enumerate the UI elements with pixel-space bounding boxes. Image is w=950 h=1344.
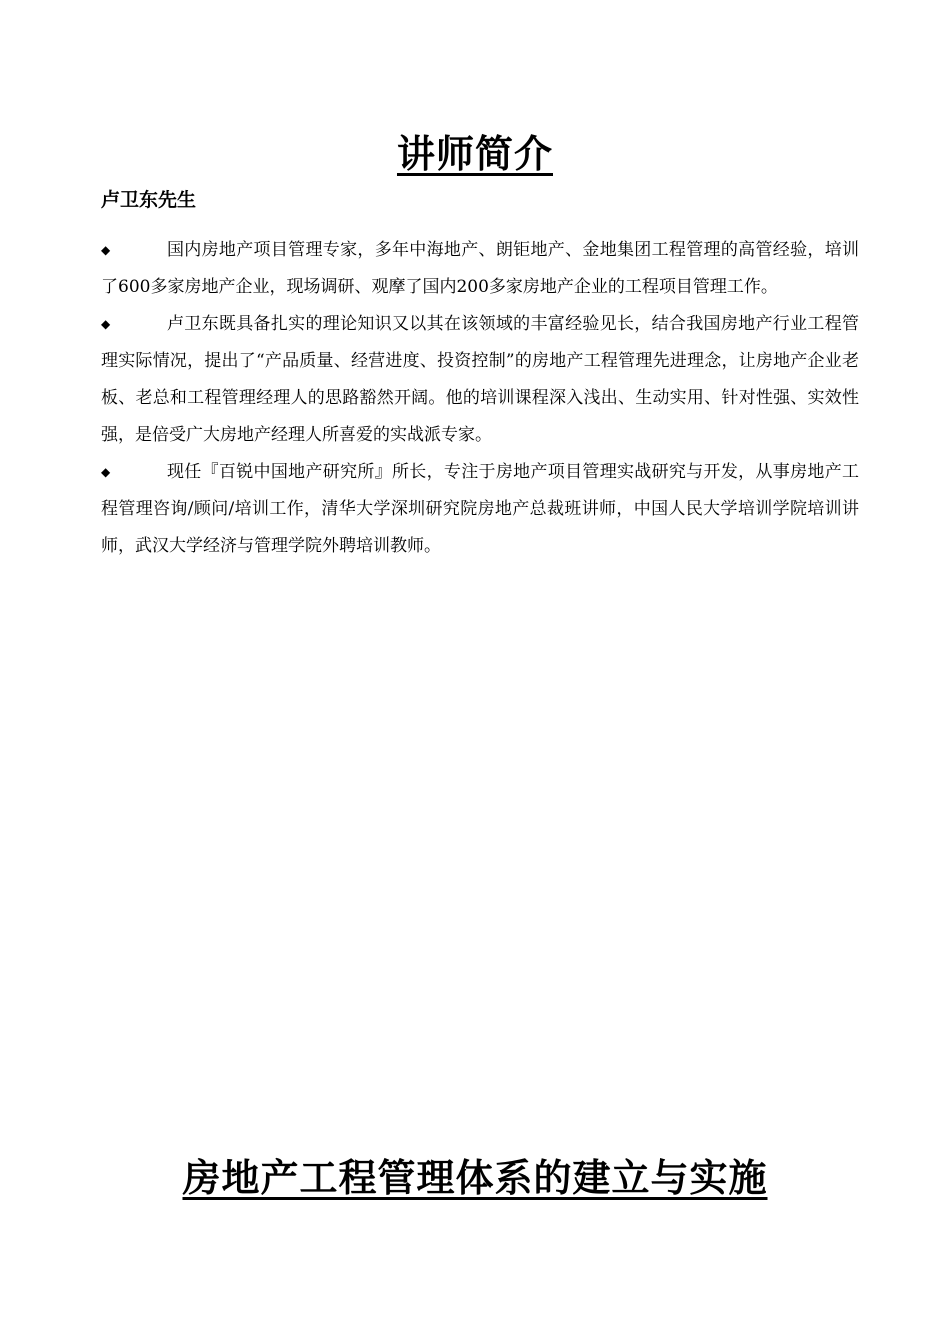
diamond-bullet-icon: ◆ xyxy=(101,465,111,479)
bio-item-text: 国内房地产项目管理专家，多年中海地产、朗钜地产、金地集团工程管理的高管经验，培训了600多家房地产企业，现场调研、观摩了国内200多家房地产企业的工程项目管理工作。 xyxy=(101,240,859,297)
bio-item-text: 卢卫东既具备扎实的理论知识又以其在该领域的丰富经验见长，结合我国房地产行业工程管理实际情况，提出了“产品质量、经营进度、投资控制”的房地产工程管理先进理念，让房地产企业老板、老总和工程管理经理人的思路豁然开阔。他的培训课程深入浅出、生动实用、针对性强、实效性强，是倍受广大房地产经理人所喜爱的实战派专家。 xyxy=(101,314,859,445)
lecturer-intro-title: 讲师简介 xyxy=(396,131,553,176)
diamond-bullet-icon: ◆ xyxy=(101,243,111,257)
course-title: 房地产工程管理体系的建立与实施 xyxy=(182,1155,768,1200)
bio-item-text: 现任『百锐中国地产研究所』所长，专注于房地产项目管理实战研究与开发，从事房地产工程管理咨询/顾问/培训工作，清华大学深圳研究院房地产总裁班讲师，中国人民大学培训学院培训讲师，武汉大学经济与管理学院外聘培训教师。 xyxy=(101,462,859,556)
bio-item xyxy=(101,454,859,565)
bio-item xyxy=(101,232,859,306)
bio-item xyxy=(101,306,859,454)
diamond-bullet-icon: ◆ xyxy=(101,317,111,331)
lecturer-name: 卢卫东先生 xyxy=(101,189,197,211)
lecturer-bio-list xyxy=(101,232,859,565)
